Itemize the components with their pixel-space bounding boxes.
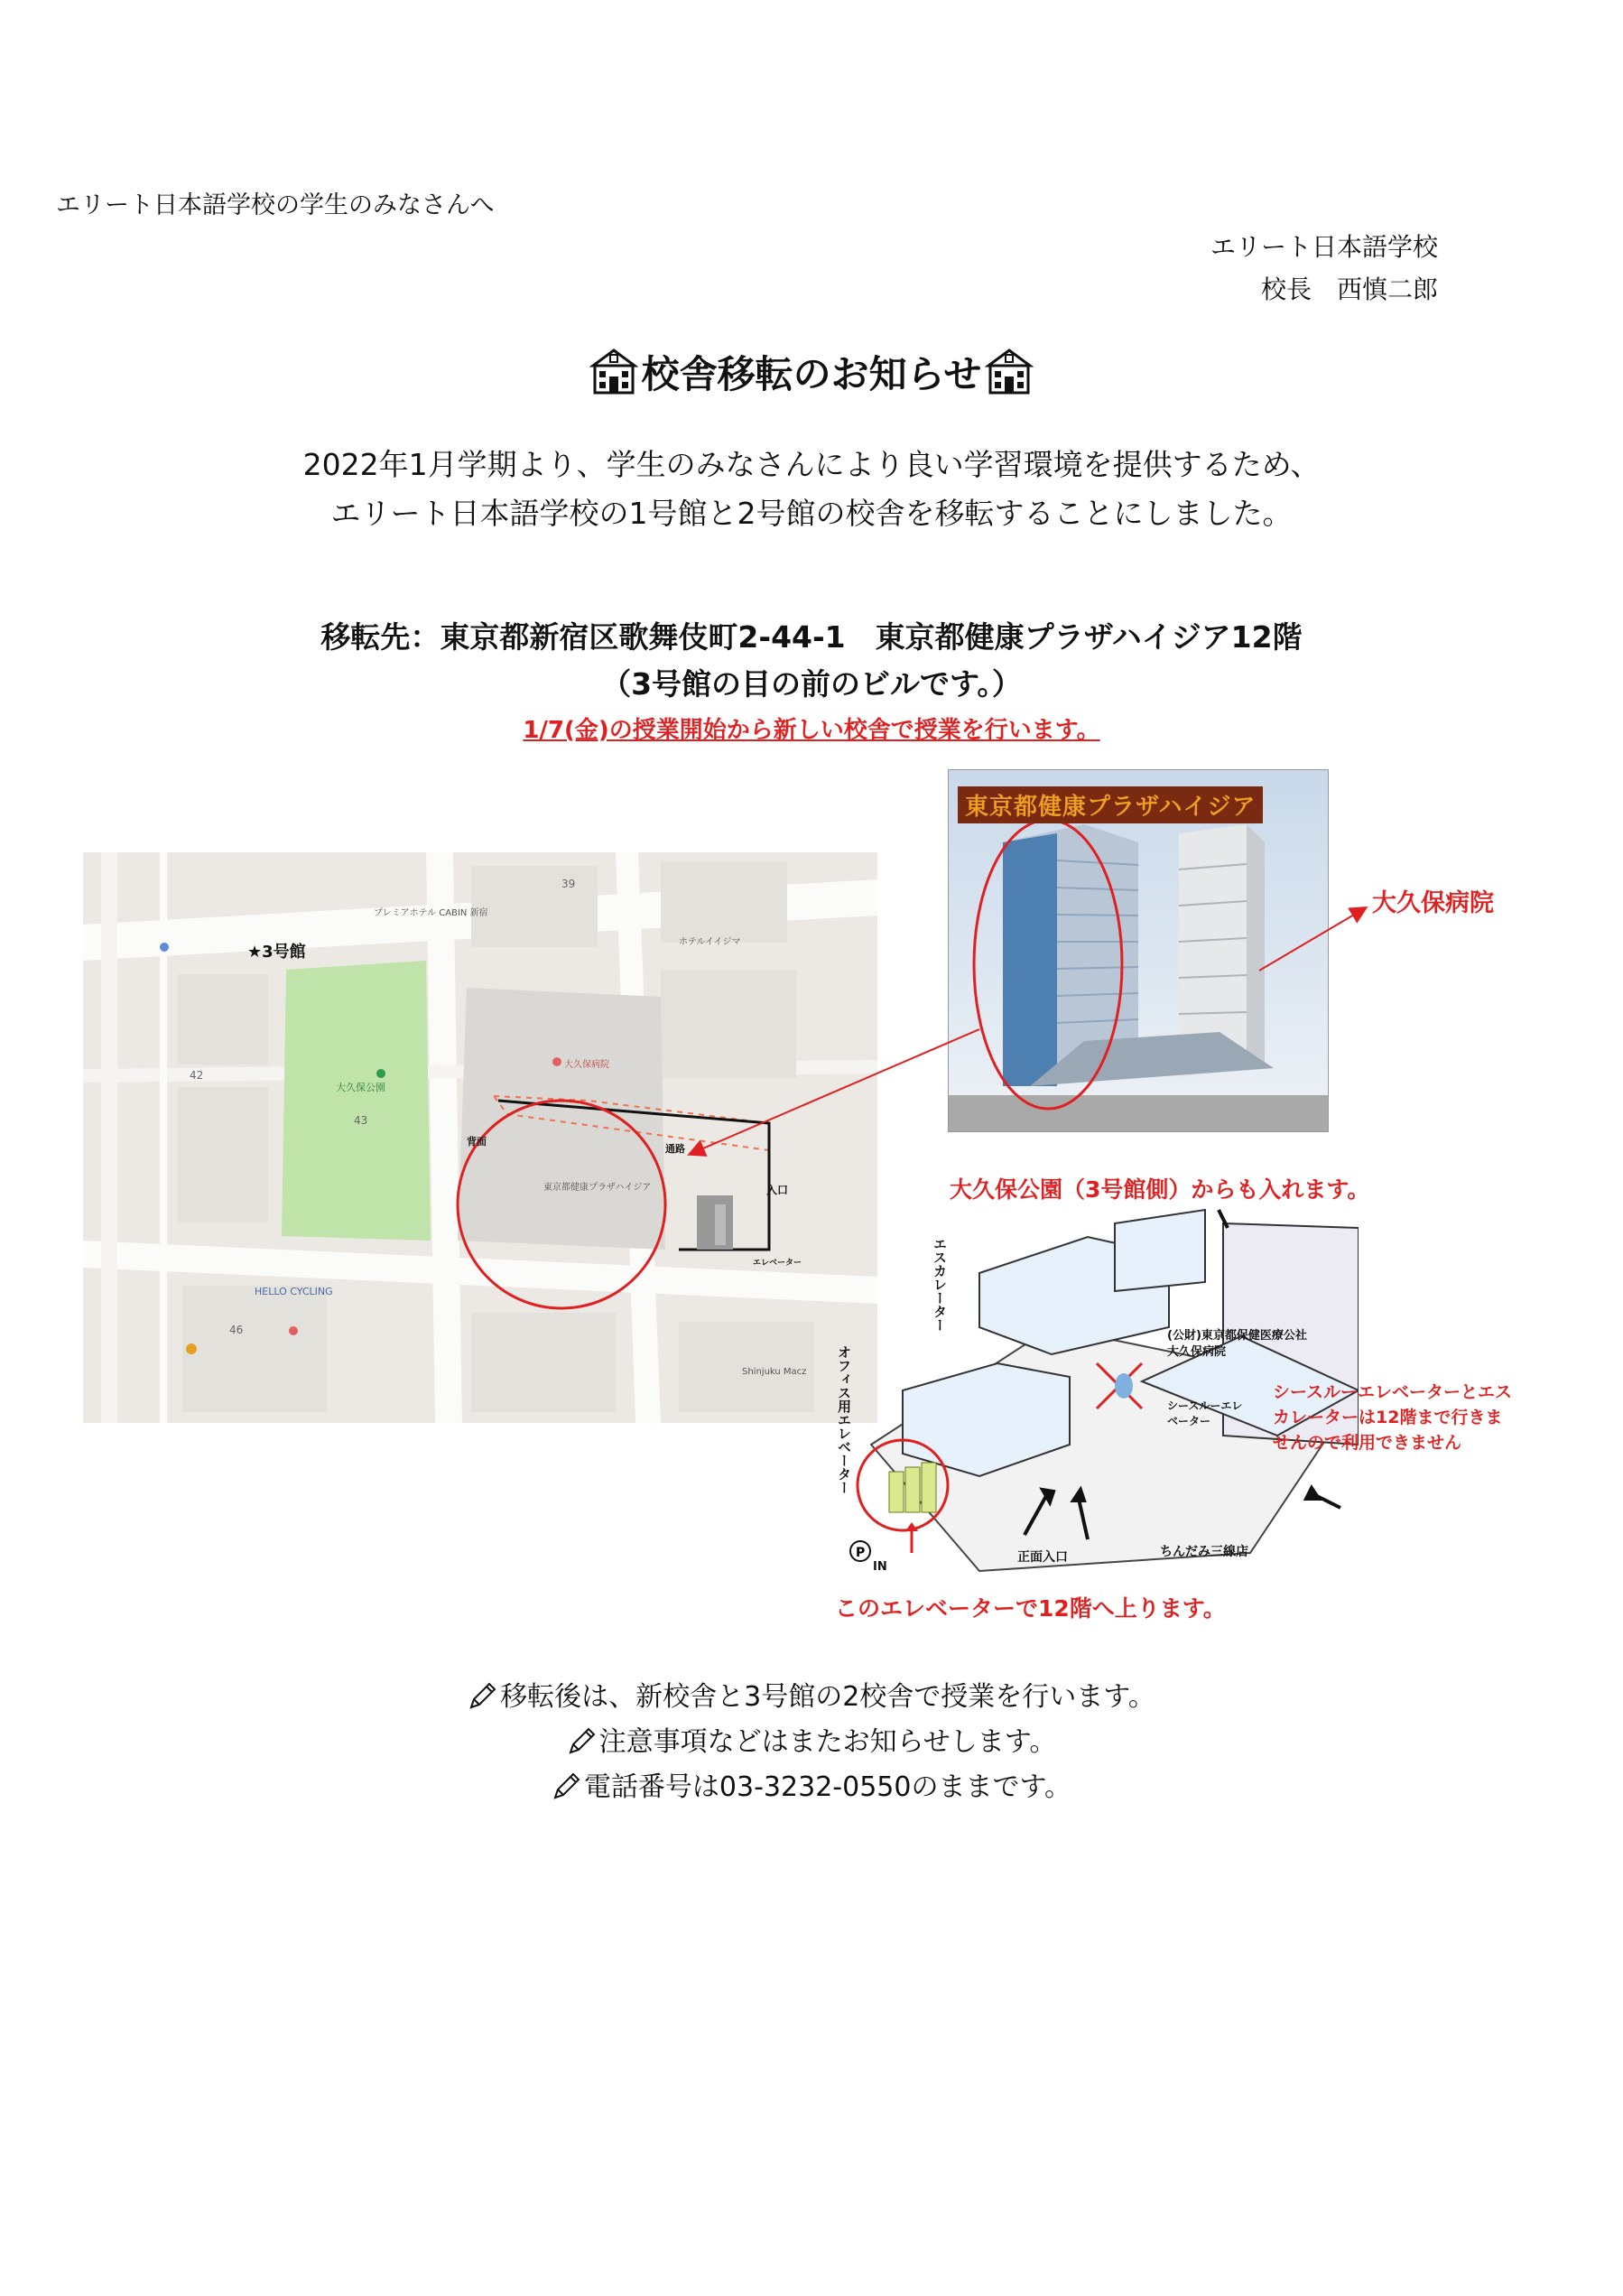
fp-escalator-label: エスカレーター (932, 1237, 948, 1332)
fp-seethrough-label: シースルーエレベーター (1167, 1399, 1243, 1427)
map-label-passage: 通路 (665, 1143, 685, 1155)
use-elevator-label: このエレベーターで12階へ上ります。 (835, 1595, 1226, 1622)
map-label-block: 42 (190, 1069, 204, 1082)
map-label-shop: Shinjuku Macz (742, 1367, 807, 1377)
note-item (0, 1675, 1623, 1720)
fp-hospital-label: 大久保病院 (1167, 1345, 1227, 1359)
map-label-back: 背面 (467, 1136, 487, 1148)
map-label-elevator: エレベーター (753, 1259, 802, 1268)
note-text: 注意事項などはまたお知らせします。 (598, 1726, 1057, 1758)
destination-address: 移転先：東京都新宿区歌舞伎町2-44-1 東京都健康プラザハイジア12階 (320, 619, 1303, 655)
hospital-label: 大久保病院 (1372, 889, 1494, 917)
map-label-hello-cycling: HELLO CYCLING (255, 1286, 333, 1297)
note-item (0, 1720, 1623, 1765)
notes-list (0, 1675, 1623, 1810)
start-note: 1/7(金)の授業開始から新しい校舎で授業を行います。 (523, 717, 1100, 744)
map-label-hygeia: 東京都健康プラザハイジア (543, 1183, 652, 1193)
map-label-block: 39 (561, 878, 576, 890)
sender-principal: 校長 西慎二郎 (1260, 274, 1438, 304)
seethrough-warning-label: シースルーエレベーターとエスカレーターは12階まで行きませんので利用できません (1273, 1382, 1513, 1453)
map-label-hospital: 大久保病院 (564, 1060, 609, 1070)
photo-label: 東京都健康プラザハイジア (958, 786, 1263, 823)
intro-line: 2022年1月学期より、学生のみなさんにより良い学習環境を提供するため、 (302, 447, 1321, 482)
addressee: エリート日本語学校の学生のみなさんへ (56, 191, 495, 219)
sender-school: エリート日本語学校 (1210, 232, 1438, 262)
pencil-icon (567, 1725, 598, 1756)
intro-line: エリート日本語学校の1号館と2号館の校舎を移転することにしました。 (330, 496, 1293, 531)
park-entry-label: 大久保公園（3号館側）からも入れます。 (950, 1176, 1370, 1203)
page-title-text: 校舎移転のお知らせ (641, 352, 982, 396)
fp-kosha-label: (公財)東京都保健医療公社 (1167, 1329, 1307, 1343)
fp-office-elevator-label: オフィス用エレベーター (836, 1345, 852, 1494)
note-item (0, 1765, 1623, 1810)
map-label-hotel: プレミアホテル CABIN 新宿 (374, 908, 488, 918)
fp-front-entrance-label: 正面入口 (1017, 1550, 1068, 1565)
fp-chindami-label: ちんだみ三線店 (1160, 1545, 1248, 1559)
map-label-hotel: ホテルイイジマ (679, 937, 741, 947)
map-label-block: 43 (354, 1114, 368, 1127)
note-text: 電話番号は03-3232-0550のままです。 (583, 1771, 1072, 1803)
destination-note: （3号館の目の前のビルです。） (601, 666, 1022, 702)
map-label-entrance: 入口 (766, 1184, 789, 1196)
svg-text:P: P (856, 1546, 866, 1560)
map-label-park: 大久保公園 (336, 1082, 385, 1093)
map-label-building3: ★3号館 (247, 943, 306, 962)
pencil-icon (552, 1771, 582, 1801)
note-text: 移転後は、新校舎と3号館の2校舎で授業を行います。 (500, 1681, 1155, 1713)
fp-parking-in-label: IN (873, 1560, 887, 1574)
pencil-icon (468, 1680, 498, 1711)
map-label-block: 46 (229, 1324, 244, 1336)
